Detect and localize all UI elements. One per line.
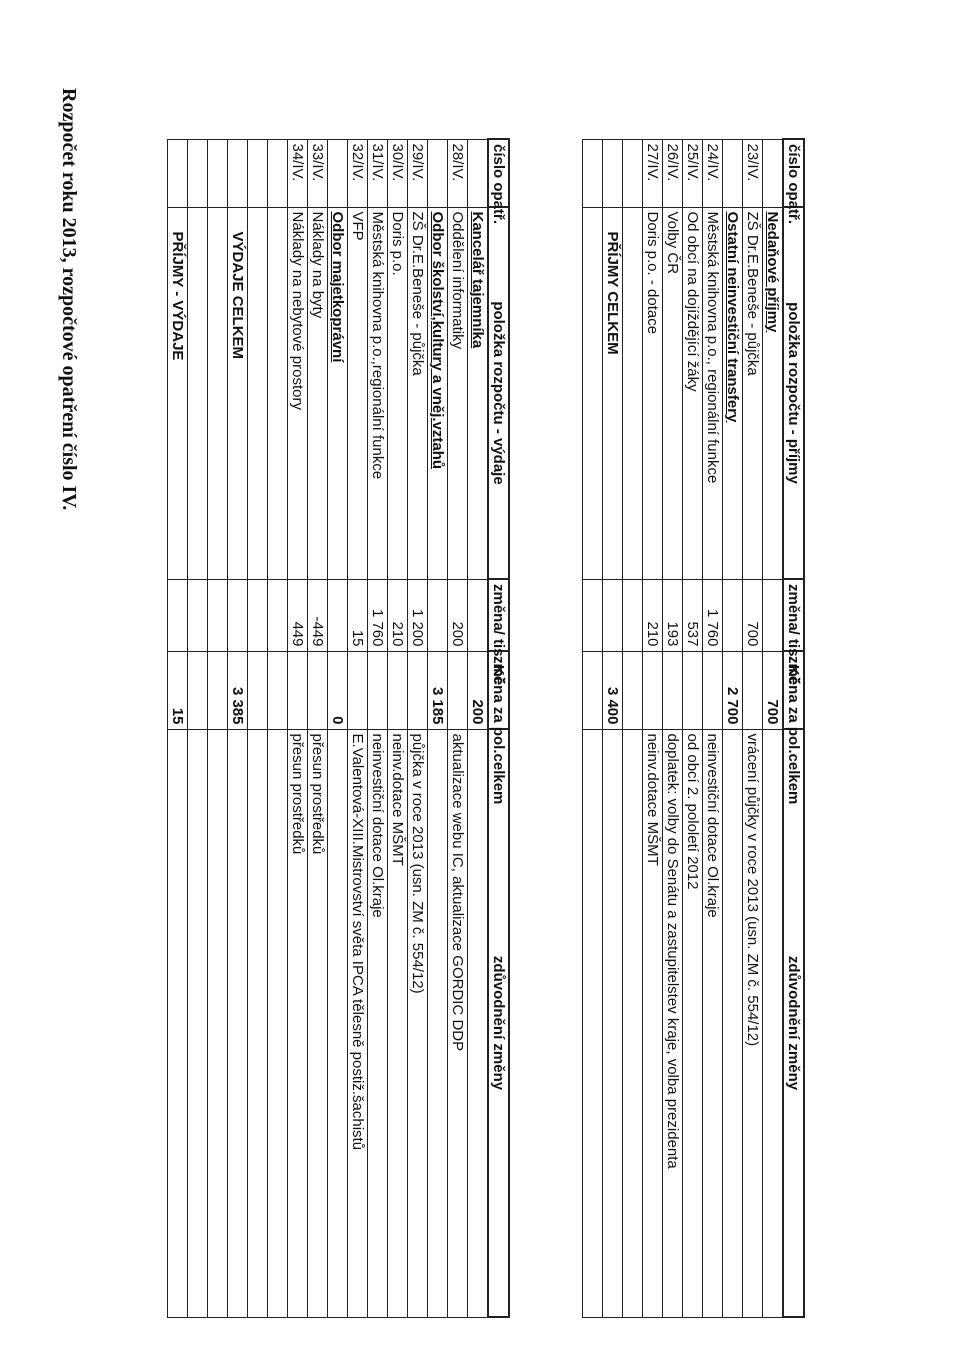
cell-zmena-pol: 0 xyxy=(328,651,348,729)
cell-zmena: 1 760 xyxy=(703,579,723,651)
cell-cislo xyxy=(208,139,228,207)
table-row xyxy=(448,139,468,1317)
cell-zduvodneni xyxy=(168,729,188,1317)
cell-zmena-pol xyxy=(368,651,388,729)
cell-zmena-pol xyxy=(188,651,208,729)
cell-zduvodneni xyxy=(208,729,228,1317)
cell-cislo xyxy=(328,139,348,207)
cell-polozka: Oddělení informatiky xyxy=(448,207,468,579)
cell-zmena-pol xyxy=(288,651,308,729)
cell-polozka xyxy=(623,207,643,579)
table-row xyxy=(388,139,408,1317)
cell-polozka xyxy=(268,207,288,579)
table-row xyxy=(228,139,248,1317)
cell-zmena xyxy=(228,579,248,651)
cell-zmena-pol: 3 185 xyxy=(428,651,448,729)
cell-zmena xyxy=(723,579,743,651)
cell-zmena-pol xyxy=(703,651,723,729)
cell-cislo xyxy=(248,139,268,207)
header-cislo: číslo opatř. xyxy=(783,139,804,207)
cell-zmena-pol: 3 400 xyxy=(603,651,623,729)
cell-polozka: VÝDAJE CELKEM xyxy=(228,207,248,579)
cell-cislo: 31/IV. xyxy=(368,139,388,207)
cell-cislo xyxy=(763,139,784,207)
cell-zmena: -449 xyxy=(308,579,328,651)
table-row xyxy=(168,139,188,1317)
cell-zmena: 210 xyxy=(388,579,408,651)
table-row xyxy=(268,139,288,1317)
cell-zduvodneni: přesun prostředků xyxy=(308,729,328,1317)
expense-header-row xyxy=(488,139,509,1317)
cell-polozka: Odbor školství,kultury a vněj.vztahů xyxy=(428,207,448,579)
cell-zmena-pol: 3 385 xyxy=(228,651,248,729)
table-row xyxy=(428,139,448,1317)
cell-zduvodneni: vrácení půjčky v roce 2013 (usn. ZM č. 554/12) xyxy=(743,729,763,1317)
page-title: Rozpočet roku 2013, rozpočtové opatření číslo IV. xyxy=(58,88,80,511)
cell-cislo xyxy=(228,139,248,207)
table-row xyxy=(683,139,703,1317)
cell-cislo xyxy=(723,139,743,207)
cell-zmena-pol xyxy=(683,651,703,729)
table-row xyxy=(468,139,489,1317)
cell-polozka xyxy=(208,207,228,579)
cell-zmena: 15 xyxy=(348,579,368,651)
cell-cislo: 26/IV. xyxy=(663,139,683,207)
cell-zmena: 537 xyxy=(683,579,703,651)
cell-zmena xyxy=(428,579,448,651)
header-polozka: položka rozpočtu - příjmy xyxy=(783,207,804,579)
cell-zmena xyxy=(188,579,208,651)
cell-zmena-pol xyxy=(583,651,603,729)
cell-cislo: 25/IV. xyxy=(683,139,703,207)
cell-cislo xyxy=(168,139,188,207)
cell-zmena-pol xyxy=(268,651,288,729)
cell-zduvodneni: půjčka v roce 2013 (usn. ZM č. 554/12) xyxy=(408,729,428,1317)
cell-zmena xyxy=(328,579,348,651)
cell-cislo: 24/IV. xyxy=(703,139,723,207)
cell-zduvodneni xyxy=(723,729,743,1317)
cell-cislo xyxy=(583,139,603,207)
cell-zduvodneni xyxy=(268,729,288,1317)
cell-polozka: Doris p.o. - dotace xyxy=(643,207,663,579)
cell-zmena-pol: 15 xyxy=(168,651,188,729)
cell-zmena xyxy=(468,579,489,651)
table-row xyxy=(408,139,428,1317)
table-row xyxy=(328,139,348,1317)
cell-zmena-pol xyxy=(643,651,663,729)
income-body xyxy=(583,139,784,1317)
cell-zmena: 700 xyxy=(743,579,763,651)
cell-zmena xyxy=(603,579,623,651)
cell-polozka: Od obcí na dojíždějící žáky xyxy=(683,207,703,579)
cell-zmena: 1 200 xyxy=(408,579,428,651)
cell-zmena-pol xyxy=(248,651,268,729)
header-polozka: položka rozpočtu - výdaje xyxy=(488,207,509,579)
header-zduvodneni: zdůvodnění změny xyxy=(488,729,509,1317)
table-row xyxy=(763,139,784,1317)
cell-polozka: ZŠ Dr.E.Beneše - půjčka xyxy=(743,207,763,579)
table-row xyxy=(743,139,763,1317)
cell-cislo: 34/IV. xyxy=(288,139,308,207)
cell-zmena: 200 xyxy=(448,579,468,651)
cell-zmena xyxy=(248,579,268,651)
cell-cislo xyxy=(468,139,489,207)
cell-polozka: Volby ČR xyxy=(663,207,683,579)
cell-zduvodneni xyxy=(228,729,248,1317)
income-header-row xyxy=(783,139,804,1317)
cell-zduvodneni xyxy=(468,729,489,1317)
cell-zmena-pol xyxy=(448,651,468,729)
cell-polozka: ZŠ Dr.E.Beneše - půjčka xyxy=(408,207,428,579)
cell-polozka: Ostatní neinvestiční transfery xyxy=(723,207,743,579)
cell-polozka: Odbor majetkoprávní xyxy=(328,207,348,579)
cell-cislo: 28/IV. xyxy=(448,139,468,207)
cell-zmena-pol xyxy=(388,651,408,729)
header-cislo: číslo opatř. xyxy=(488,139,509,207)
table-row xyxy=(348,139,368,1317)
cell-zduvodneni: E.Valentová-XIII.Mistrovství světa IPCA tělesně postiž.šachistů xyxy=(348,729,368,1317)
cell-zmena xyxy=(268,579,288,651)
cell-zduvodneni xyxy=(603,729,623,1317)
cell-cislo: 23/IV. xyxy=(743,139,763,207)
header-zduvodneni: zdůvodnění změny xyxy=(783,729,804,1317)
table-row xyxy=(248,139,268,1317)
cell-cislo: 27/IV. xyxy=(643,139,663,207)
cell-zduvodneni xyxy=(428,729,448,1317)
table-row xyxy=(368,139,388,1317)
table-row xyxy=(188,139,208,1317)
cell-zduvodneni: přesun prostředků xyxy=(288,729,308,1317)
table-row xyxy=(208,139,228,1317)
cell-zmena: 449 xyxy=(288,579,308,651)
cell-cislo: 29/IV. xyxy=(408,139,428,207)
cell-cislo xyxy=(428,139,448,207)
table-row xyxy=(643,139,663,1317)
cell-zduvodneni xyxy=(328,729,348,1317)
header-zmena: změna/ tis. Kč xyxy=(488,579,509,651)
table-row xyxy=(288,139,308,1317)
table-row xyxy=(723,139,743,1317)
cell-zmena: 193 xyxy=(663,579,683,651)
cell-zmena xyxy=(623,579,643,651)
cell-zduvodneni xyxy=(248,729,268,1317)
table-row xyxy=(583,139,603,1317)
cell-zduvodneni: doplatek: volby do Senátu a zastupitelstev kraje, volba prezidenta xyxy=(663,729,683,1317)
cell-polozka: Náklady na byty xyxy=(308,207,328,579)
cell-zmena xyxy=(168,579,188,651)
cell-zduvodneni xyxy=(188,729,208,1317)
cell-cislo xyxy=(603,139,623,207)
cell-zmena-pol: 200 xyxy=(468,651,489,729)
cell-zmena-pol xyxy=(308,651,328,729)
cell-zduvodneni: od obcí 2. pololetí 2012 xyxy=(683,729,703,1317)
cell-cislo xyxy=(623,139,643,207)
cell-zduvodneni: neinvestiční dotace Ol.kraje xyxy=(368,729,388,1317)
cell-cislo: 30/IV. xyxy=(388,139,408,207)
cell-zduvodneni xyxy=(583,729,603,1317)
header-zmena: změna/ tis. Kč xyxy=(783,579,804,651)
header-zmena-pol: změna za pol.celkem xyxy=(783,651,804,729)
expense-body xyxy=(168,139,489,1317)
income-table xyxy=(582,138,805,1318)
cell-zduvodneni: neinv.dotace MŠMT xyxy=(388,729,408,1317)
cell-zmena-pol: 700 xyxy=(763,651,784,729)
table-row xyxy=(623,139,643,1317)
cell-zmena-pol: 2 700 xyxy=(723,651,743,729)
cell-zmena-pol xyxy=(663,651,683,729)
cell-zmena-pol xyxy=(208,651,228,729)
cell-zmena-pol xyxy=(623,651,643,729)
cell-polozka xyxy=(188,207,208,579)
cell-zduvodneni: aktualizace webu IC, aktualizace GORDIC DDP xyxy=(448,729,468,1317)
cell-zmena xyxy=(208,579,228,651)
cell-zmena: 1 760 xyxy=(368,579,388,651)
cell-polozka: Doris p.o. xyxy=(388,207,408,579)
cell-zduvodneni xyxy=(763,729,784,1317)
table-row xyxy=(603,139,623,1317)
cell-polozka: Náklady na nebytové prostory xyxy=(288,207,308,579)
cell-zmena xyxy=(763,579,784,651)
cell-polozka: PŘÍJMY CELKEM xyxy=(603,207,623,579)
cell-polozka: PŘÍJMY - VÝDAJE xyxy=(168,207,188,579)
cell-zmena-pol xyxy=(743,651,763,729)
cell-polozka: Městská knihovna p.o.,regionální funkce xyxy=(368,207,388,579)
cell-polozka: Městská knihovna p.o., regionální funkce xyxy=(703,207,723,579)
cell-zmena-pol xyxy=(408,651,428,729)
cell-zduvodneni: neinvestiční dotace Ol.kraje xyxy=(703,729,723,1317)
cell-zduvodneni xyxy=(623,729,643,1317)
table-row xyxy=(703,139,723,1317)
cell-polozka xyxy=(248,207,268,579)
table-row xyxy=(308,139,328,1317)
cell-zmena: 210 xyxy=(643,579,663,651)
cell-polozka: Kancelář tajemníka xyxy=(468,207,489,579)
cell-cislo: 33/IV. xyxy=(308,139,328,207)
cell-zmena-pol xyxy=(348,651,368,729)
cell-cislo xyxy=(268,139,288,207)
cell-cislo: 32/IV. xyxy=(348,139,368,207)
expense-table xyxy=(167,138,510,1318)
cell-polozka: Nedaňové příjmy xyxy=(763,207,784,579)
cell-zmena xyxy=(583,579,603,651)
cell-polozka xyxy=(583,207,603,579)
cell-cislo xyxy=(188,139,208,207)
cell-zduvodneni: neinv.dotace MŠMT xyxy=(643,729,663,1317)
table-row xyxy=(663,139,683,1317)
cell-polozka: VFP xyxy=(348,207,368,579)
header-zmena-pol: změna za pol.celkem xyxy=(488,651,509,729)
